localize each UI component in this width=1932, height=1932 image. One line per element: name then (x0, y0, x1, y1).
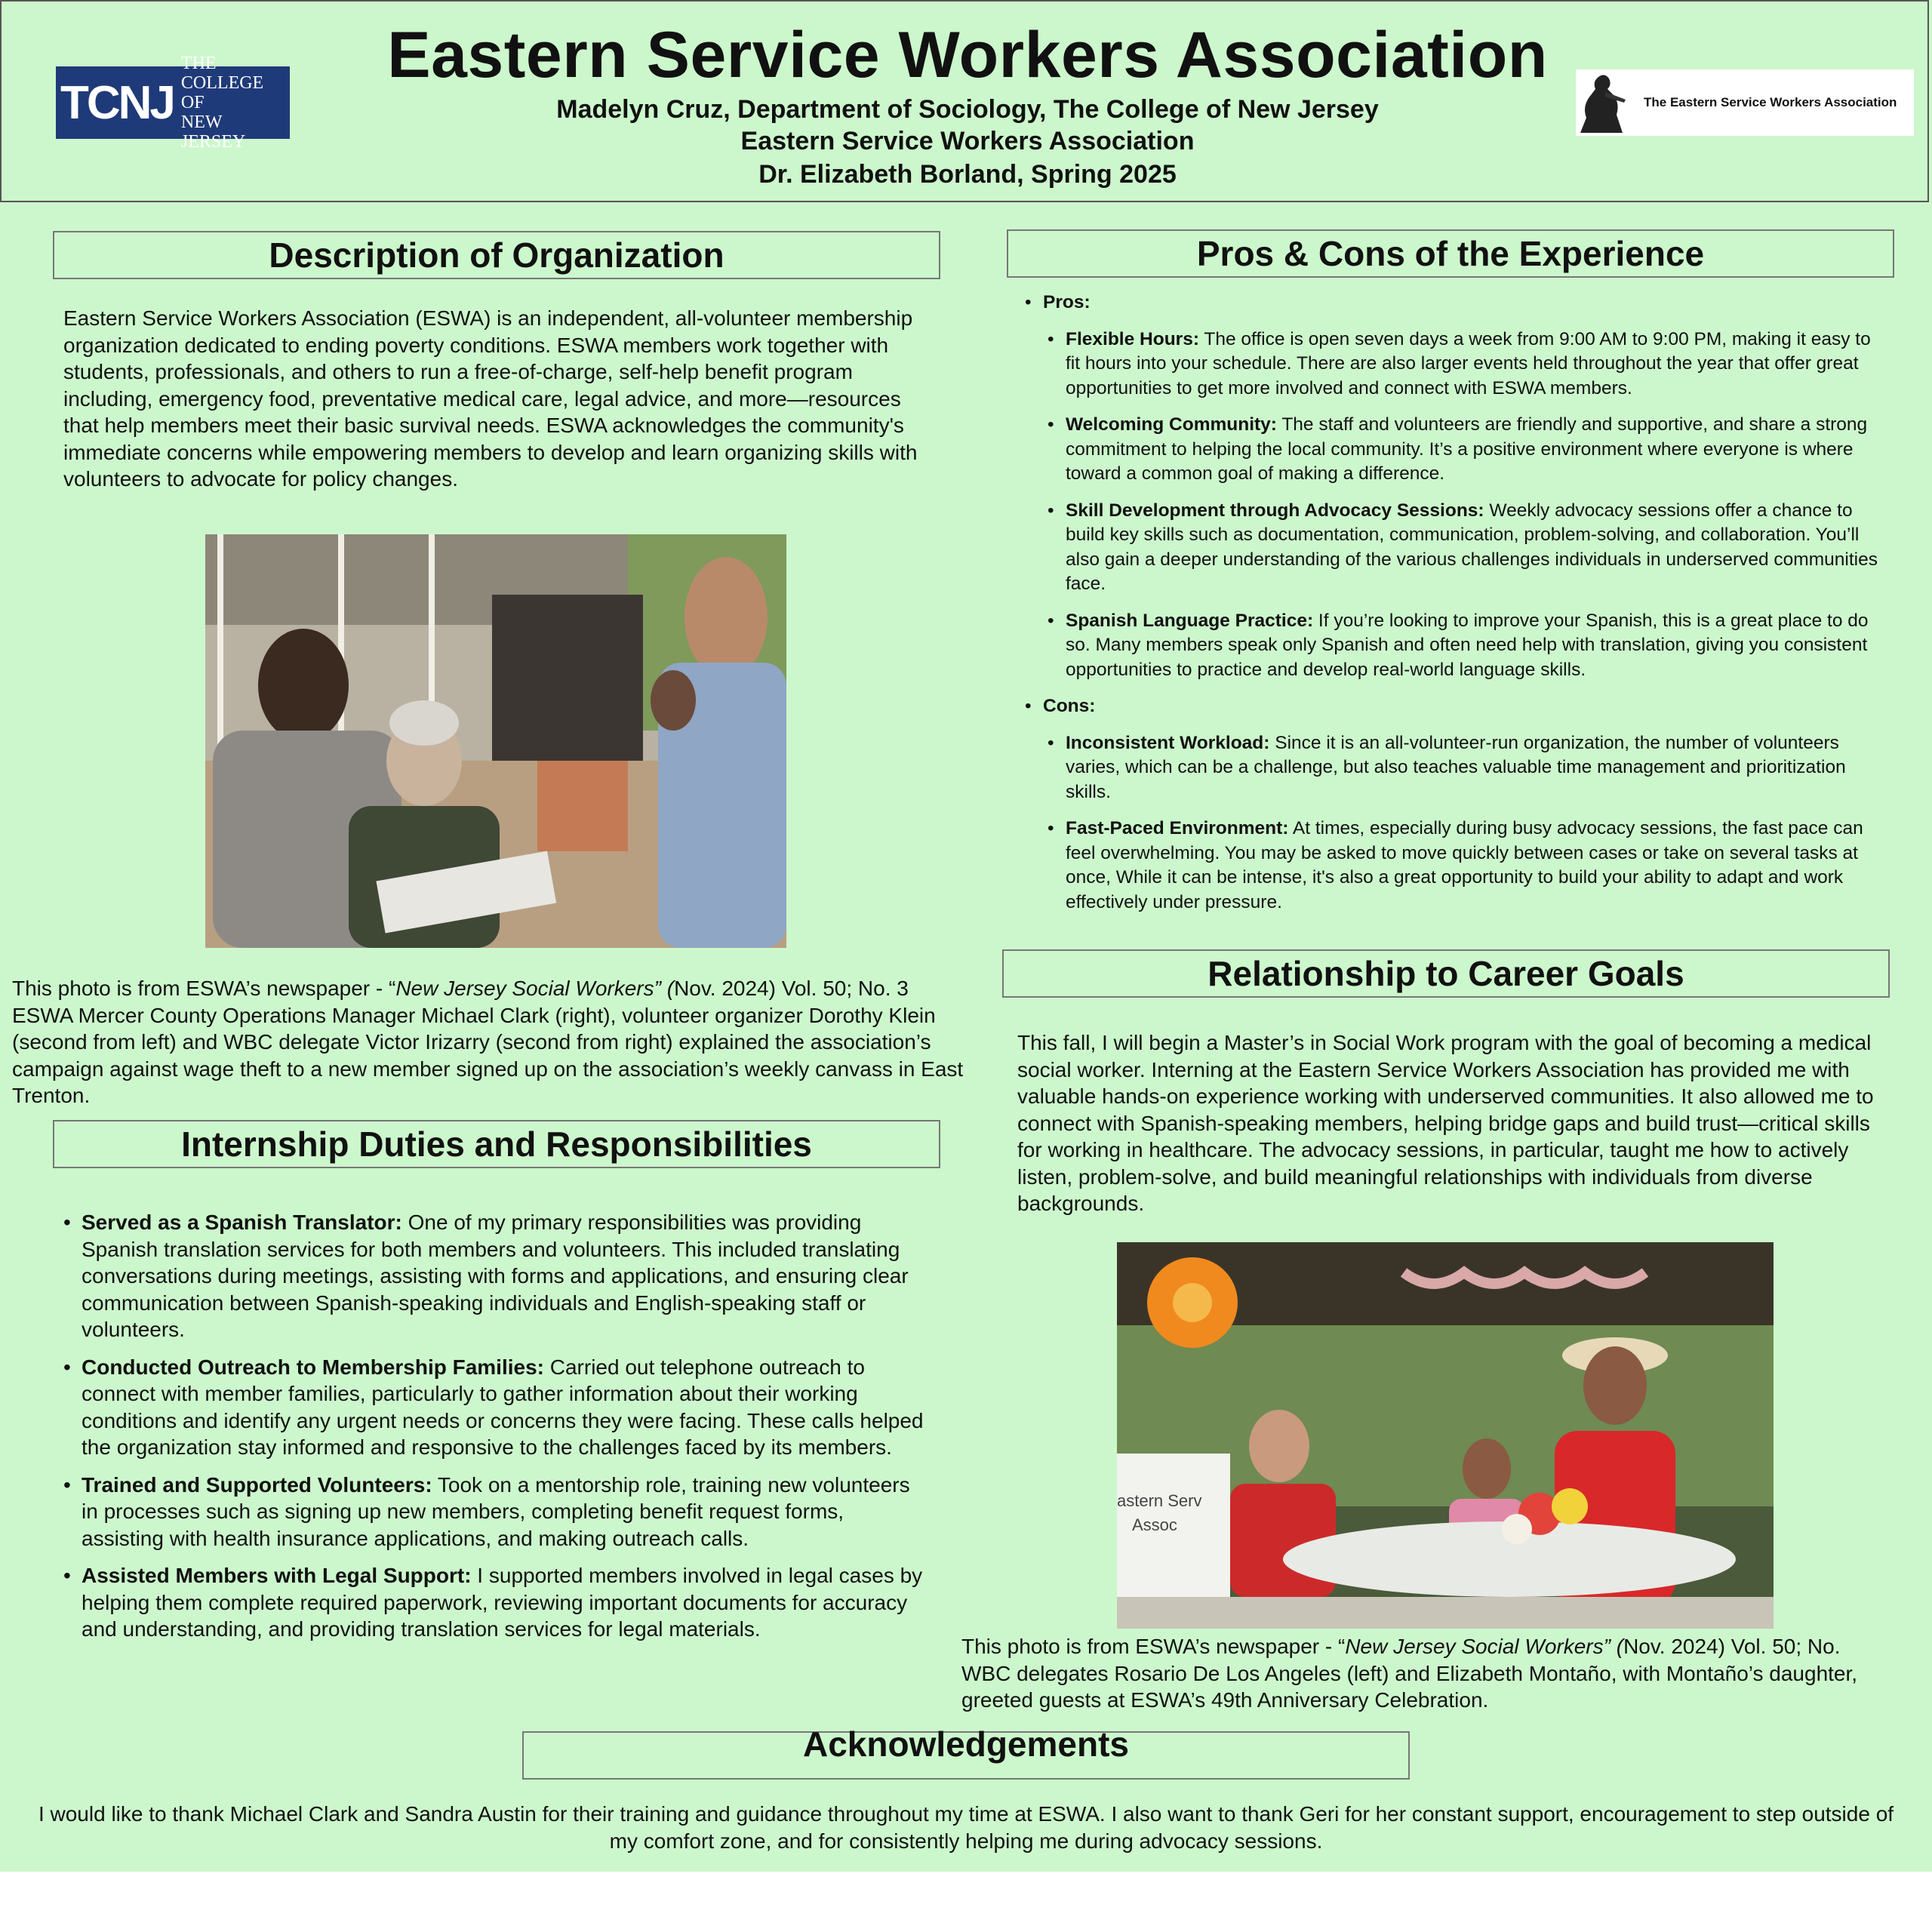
pro-text: The office is open seven days a week from 9:00 AM to 9:00 PM, making it easy to fit hours into your schedule. There are also larger events held throughout the year that offer great opportunities to get more involved and connect with ESWA members. (1066, 328, 1871, 398)
duty-label: Served as a Spanish Translator: (82, 1211, 402, 1234)
con-label: Inconsistent Workload: (1066, 732, 1270, 753)
con-text: At times, especially during busy advocacy sessions, the fast pace can feel overwhelming. You may be asked to move quickly between cases or take on several tasks at once, While it can be intense, it's also a great opportunity to build your ability to adapt and work effectively under pressure. (1066, 818, 1863, 912)
eswa-logo-text: The Eastern Service Workers Association (1644, 95, 1897, 109)
description-heading: Description of Organization (53, 231, 940, 279)
tcnj-logo-line1: THE COLLEGE OF (180, 54, 264, 112)
pro-item-community (1066, 413, 1884, 487)
duty-text: I supported members involved in legal cases by helping them complete required paperwork, reviewing important documents for accuracy and understanding, and providing translation services for legal materials. (82, 1564, 923, 1641)
duties-heading: Internship Duties and Responsibilities (53, 1120, 940, 1168)
duty-label: Trained and Supported Volunteers: (82, 1472, 432, 1497)
pro-label: Skill Development through Advocacy Sessions: (1066, 500, 1484, 521)
canvass-photo-caption (12, 975, 978, 1109)
anniversary-photo-illustration (1117, 1242, 1774, 1629)
ack-heading: Acknowledgements (522, 1731, 1410, 1780)
pros-group (1043, 291, 1884, 682)
career-heading: Relationship to Career Goals (1002, 949, 1890, 998)
anniversary-photo-caption (961, 1633, 1920, 1714)
pro-text: Weekly advocacy sessions offer a chance to build key skills such as documentation, communication, problem-solving, and collaboration. You’ll also gain a deeper understanding of the various challenges individuals in underserved communities face. (1066, 500, 1878, 594)
duty-item-volunteers (82, 1472, 930, 1552)
duty-text: One of my primary responsibilities was providing Spanish translation services for both members and volunteers. This included translating conversations during meetings, assisting with forms and applications, and ensuring clear communication between Spanish-speaking individuals and English-speaking staff or volunteers. (82, 1211, 909, 1341)
pro-item-flexible-hours (1066, 328, 1884, 401)
ack-body: I would like to thank Michael Clark and Sandra Austin for their training and guidance throughout my time at ESWA. I also want to thank Geri for her constant support, encouragement to step outside of my comfort zone, and for consistently helping me during advocacy sessions. (38, 1802, 1894, 1853)
proscons-heading: Pros & Cons of the Experience (1007, 229, 1894, 278)
caption-source: New Jersey Social Workers” ( (1345, 1635, 1624, 1658)
duty-item-legal (82, 1562, 930, 1643)
duty-label: Assisted Members with Legal Support: (82, 1564, 472, 1587)
banner-text-1: astern Serv (1117, 1491, 1202, 1510)
duties-list (62, 1209, 930, 1654)
caption-text: ESWA Mercer County Operations Manager Michael Clark (right), volunteer organizer Dorothy Klein (second from left) and WBC delegate Victor Irizarry (second from right) explained the association’s campaign against wage theft to a new member signed up on the association’s weekly canvass in East Trenton. (12, 1003, 964, 1107)
duty-text: Carried out telephone outreach to connect with member families, particularly to gather information about their working conditions and identify any urgent needs or concerns they were facing. These calls helped the organization stay informed and responsive to the challenges faced by its members. (82, 1355, 924, 1459)
caption-issue: Nov. 2024) Vol. 50; No. 3 (674, 977, 909, 1000)
canvass-photo (205, 534, 786, 948)
tcnj-logo-name (174, 54, 290, 152)
pro-item-skill-development (1066, 499, 1884, 597)
eswa-logo (1576, 69, 1914, 136)
duty-item-outreach (82, 1354, 930, 1461)
pros-label: Pros: (1043, 292, 1091, 312)
anniversary-photo (1117, 1242, 1774, 1629)
organization-line: Eastern Service Workers Association (740, 127, 1195, 155)
con-item-fast-paced (1066, 817, 1884, 915)
con-label: Fast-Paced Environment: (1066, 818, 1289, 838)
poster-title: Eastern Service Workers Association (387, 19, 1548, 91)
duty-label: Conducted Outreach to Membership Families: (82, 1355, 544, 1379)
con-item-workload (1066, 731, 1884, 805)
cons-label: Cons: (1043, 696, 1096, 716)
caption-text: WBC delegates Rosario De Los Angeles (left) and Elizabeth Montaño, with Montaño’s daughter, greeted guests at ESWA’s 49th Anniversary Celebration. (961, 1661, 1858, 1712)
career-body: This fall, I will begin a Master’s in Social Work program with the goal of becoming a medical social worker. Interning at the Eastern Service Workers Association has provided me with valuable hands-on experience working with underserved communities. It also allowed me to connect with Spanish-speaking members, helping bridge gaps and build trust—critical skills for working in healthcare. The advocacy sessions, in particular, taught me how to actively listen, problem-solve, and build meaningful relationships with individuals from diverse backgrounds. (1017, 1031, 1874, 1215)
statue-figure-icon (1576, 69, 1635, 136)
pro-item-spanish-practice (1066, 609, 1884, 683)
description-body: Eastern Service Workers Association (ESWA) is an independent, all-volunteer membership organization dedicated to ending poverty conditions. ESWA members work together with students, professionals, and others to run a free-of-charge, self-help benefit program including, emergency food, preventative medical care, legal advice, and more—resources that help members meet their basic survival needs. ESWA acknowledges the community's immediate concerns while empowering members to develop and learn organizing skills with volunteers to advocate for policy changes. (63, 306, 918, 491)
header (0, 0, 1929, 202)
cons-group (1043, 694, 1884, 915)
proscons-list (1023, 291, 1884, 927)
con-text: Since it is an all-volunteer-run organization, the number of volunteers varies, which can be a challenge, but also teaches valuable time management and prioritization skills. (1066, 732, 1846, 802)
caption-source: New Jersey Social Workers” ( (395, 977, 675, 1000)
pro-label: Welcoming Community: (1066, 414, 1277, 435)
pro-text: The staff and volunteers are friendly and supportive, and share a strong commitment to helping the local community. It’s a positive environment where everyone is where toward a common goal of making a difference. (1066, 414, 1868, 484)
caption-issue: Nov. 2024) Vol. 50; No. (1623, 1635, 1841, 1658)
caption-prefix: This photo is from ESWA’s newspaper - “ (961, 1635, 1346, 1658)
author-line: Madelyn Cruz, Department of Sociology, The College of New Jersey (556, 95, 1379, 124)
banner-text-2: Assoc (1132, 1515, 1177, 1534)
pro-label: Flexible Hours: (1066, 328, 1199, 349)
tcnj-logo-line2: NEW JERSEY (180, 112, 246, 152)
caption-prefix: This photo is from ESWA’s newspaper - “ (12, 977, 396, 1000)
canvass-photo-illustration (205, 534, 786, 948)
tcnj-logo (56, 54, 290, 152)
advisor-line: Dr. Elizabeth Borland, Spring 2025 (758, 160, 1177, 189)
pro-label: Spanish Language Practice: (1066, 610, 1314, 631)
duty-item-translator (82, 1209, 930, 1343)
pro-text: If you’re looking to improve your Spanish, this is a great place to do so. Many members speak only Spanish and often need help with translation, giving you consistent opportunities to practice and develop real-world language skills. (1066, 610, 1869, 680)
tcnj-logo-abbr: TCNJ (60, 76, 174, 129)
duty-text: Took on a mentorship role, training new volunteers in processes such as signing up new members, completing benefit request forms, assisting with health insurance applications, and making outreach calls. (82, 1472, 910, 1550)
